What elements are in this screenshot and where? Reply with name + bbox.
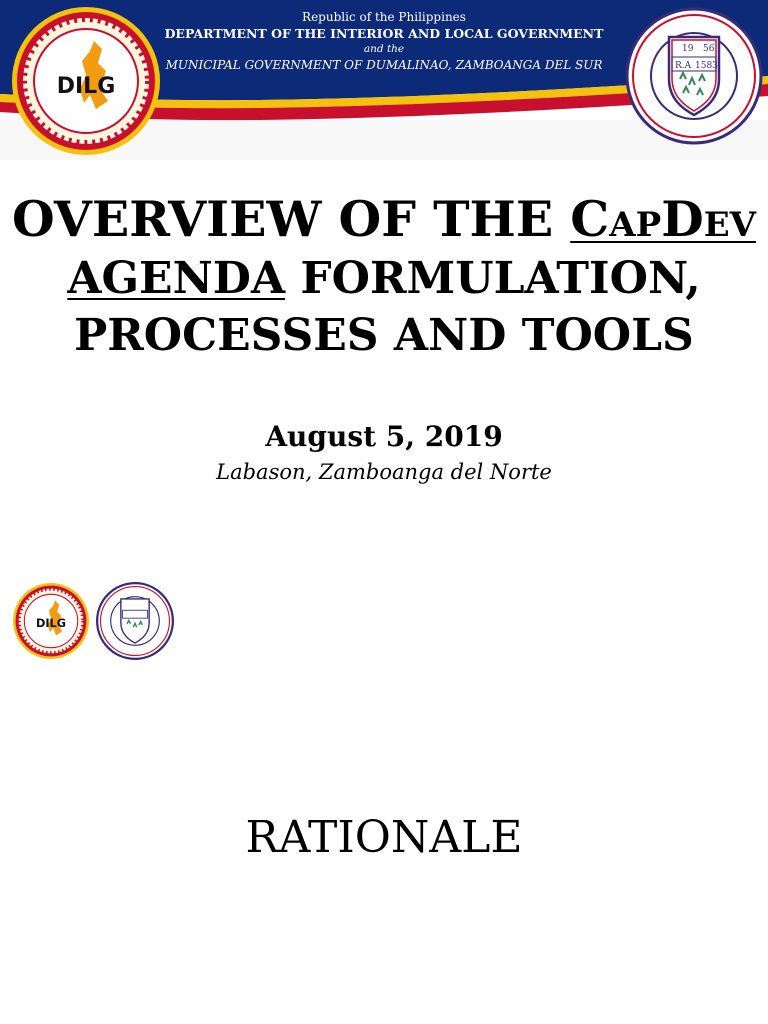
muni-year-right: 56 (703, 44, 715, 54)
muni-ra-number: 1583 (695, 61, 718, 71)
municipality-seal-small (96, 582, 174, 660)
title-line3: PROCESSES AND TOOLS (74, 310, 694, 361)
title-capdev: CapDev (570, 190, 756, 248)
dilg-seal-large (10, 5, 162, 157)
section-heading-rationale: RATIONALE (245, 812, 523, 863)
header-department-line: DEPARTMENT OF THE INTERIOR AND LOCAL GOVERNMENT (164, 26, 604, 41)
header-and-the: and the (363, 43, 405, 55)
dilg-seal-small (12, 582, 90, 660)
muni-ra-label: R.A (675, 61, 692, 71)
dilg-acronym: DILG (56, 74, 116, 99)
dilg-acronym-small: DILG (36, 617, 66, 631)
event-location: Labason, Zamboanga del Norte (216, 460, 552, 484)
title-line2-rest: FORMULATION, (285, 253, 701, 304)
header-municipal-line: MUNICIPAL GOVERNMENT OF DUMALINAO, ZAMBOANGA DEL SUR (165, 58, 603, 72)
muni-year-left: 19 (682, 44, 694, 54)
slide-title (0, 188, 768, 364)
event-date: August 5, 2019 (265, 420, 503, 453)
title-agenda: AGENDA (67, 253, 286, 304)
municipality-seal-large (625, 7, 763, 145)
title-line1-prefix: OVERVIEW OF THE (12, 190, 571, 248)
header-republic-line: Republic of the Philippines (302, 10, 466, 24)
